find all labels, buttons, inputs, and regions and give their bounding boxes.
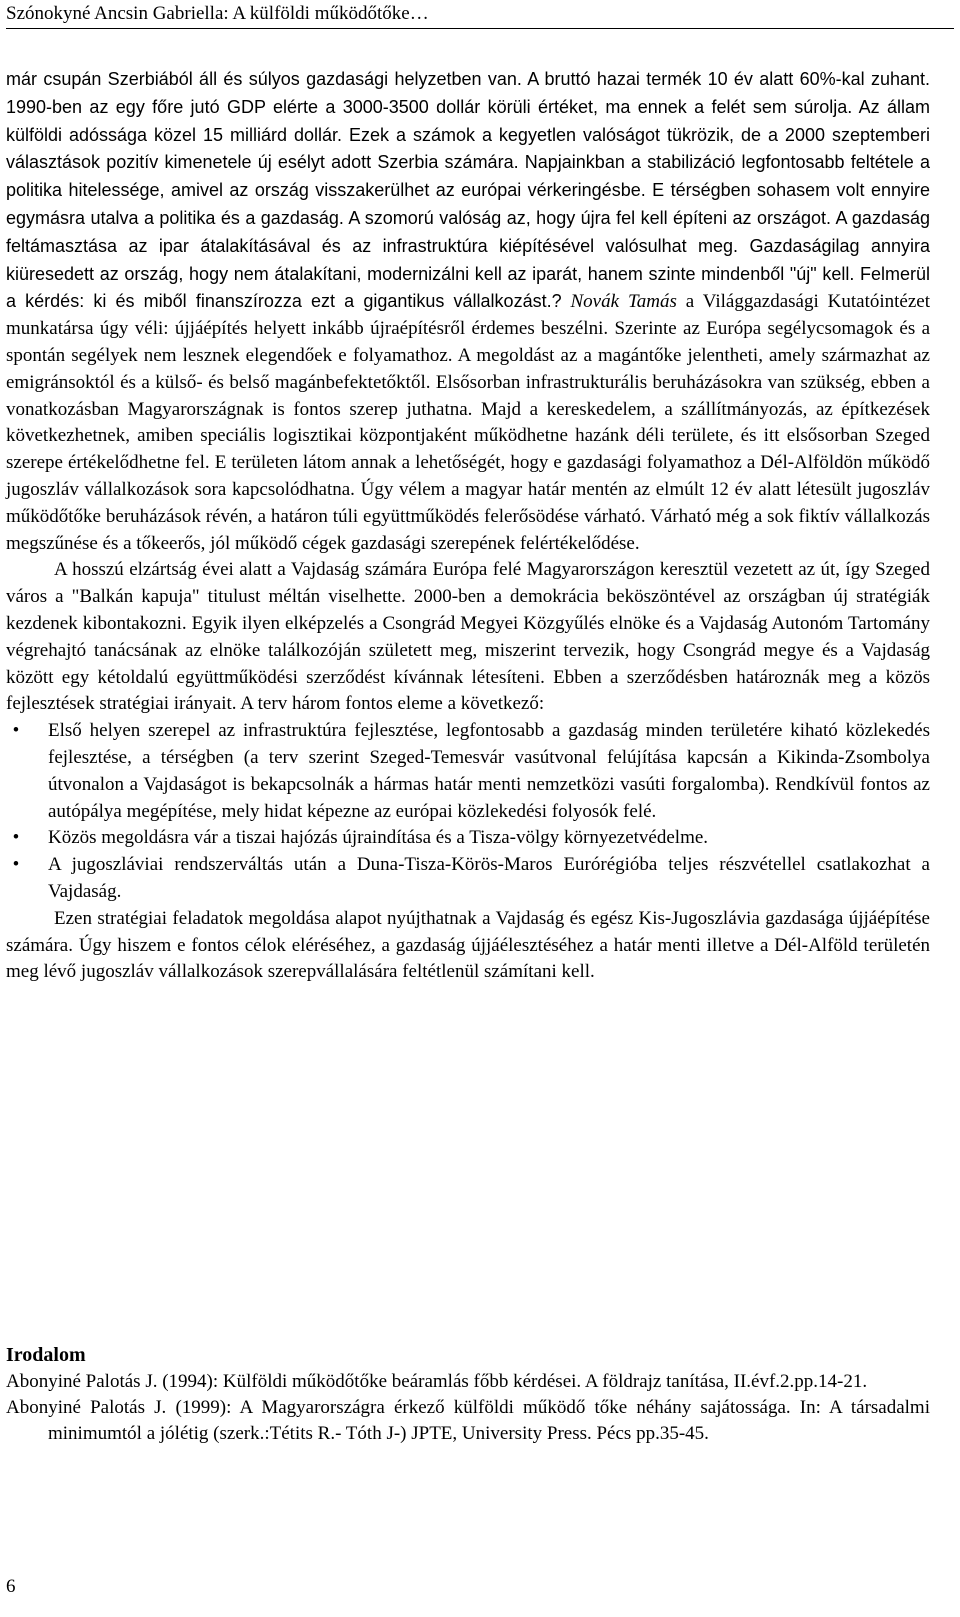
main-text [6,66,930,986]
paragraph-1 [6,66,930,557]
paragraph-1-sans-part: már csupán Szerbiából áll és súlyos gazdasági helyzetben van. A bruttó hazai termék 10 év alatt 60%-kal zuhant. 1990-ben az egy főre jutó GDP elérte a 3000-3500 dollár körüli értéket, ma ennek a felét sem súrolja. Az állam külföldi adóssága közel 15 milliárd dollár. Ezek a számok a kegyetlen valóságot tükrözik, de a 2000 szeptemberi választások pozitív kimenetele új esélyt adott Szerbia számára. Napjainkban a stabilizáció legfontosabb feltétele a politika hitelessége, amivel az ország visszakerülhet az európai vérkeringésbe. E térségben sohasem volt ennyire egymásra utalva a politika és a gazdaság. A szomorú valóság az, hogy újra fel kell építeni az országot. A gazdaság feltámasztása az ipar átalakításával és az infrastruktúra kiépítésével valósulhat meg. Gazdaságilag annyira kiüresedett az ország, hogy nem átalakítani, modernizálni kell az iparát, hanem szinte mindenből "új" kell. Felmerül a kérdés: ki és miből finanszírozza ezt a gigantikus vállalkozást.? [6,69,930,312]
list-item [6,852,930,906]
list-item-text: A jugoszláviai rendszerváltás után a Duna-Tisza-Körös-Maros Eurórégióba teljes részvétellel csatlakozhat a Vajdaság. [48,854,930,902]
bullet-icon: • [12,854,20,876]
running-title: Szónokyné Ancsin Gabriella: A külföldi működőtőke… [6,3,429,24]
reference-item: Abonyiné Palotás J. (1999): A Magyarországra érkező külföldi működő tőke néhány sajátossága. In: A társadalmi minimumtól a jólétig (szerk.:Tétits R.- Tóth J-) JPTE, University Press. Pécs pp.35-45. [6,1397,930,1444]
list-item [6,825,930,852]
paragraph-3: Ezen stratégiai feladatok megoldása alapot nyújthatnak a Vajdaság és egész Kis-Jugoszlávia gazdasága újjáépítése számára. Úgy hiszem e fontos célok eléréséhez, a gazdaság újjáélesztéséhez a határ menti illetve a Dél-Alföld területén meg lévő jugoszláv vállalkozások szerepvállalására feltétlenül számítani kell. [6,907,930,983]
reference-item: Abonyiné Palotás J. (1994): Külföldi működőtőke beáramlás főbb kérdései. A földrajz tanítása, II.évf.2.pp.14-21. [6,1371,868,1392]
bullet-icon: • [12,720,20,742]
bullet-icon: • [12,827,20,849]
paragraph-1-rest: a Világgazdasági Kutatóintézet munkatársa úgy véli: újjáépítés helyett inkább újraépítésről érdemes beszélni. Szerinte az Európa segélycsomagok és a spontán segélyek nem lesznek elegendőek e folyamathoz. A megoldást az a magántőke jelentheti, amely származhat az emigránsoktól és a külső- és belső magánbefektetőktől. Elsősorban infrastrukturális beruházásokra van szükség, ebben a vonatkozásban Magyarországnak is fontos szerep juthatna. Majd a kereskedelem, a szállítmányozás, az építkezések következhetnek, amiben speciális logisztikai központjaként működhetne hazánk déli területe, és itt elsősorban Szeged szerepe értékelődhetne fel. E területen látom annak a lehetőségét, hogy e gazdasági folyamathoz a Dél-Alföldön működő jugoszláv vállalkozások sora kapcsolódhatna. Úgy vélem a magyar határ mentén az elmúlt 12 év alatt létesült jugoszláv működőtőke beruházások révén, a határon túli együttműködés felerősödése várható. Várható még a sok fiktív vállalkozás megszűnése és a tőkeerős, jól működő cégek gazdasági szerepének felértékelődése. [6,291,931,554]
list-item-text: Közös megoldásra vár a tiszai hajózás újraindítása és a Tisza-völgy környezetvédelme. [48,827,709,849]
paragraph-2: A hosszú elzártság évei alatt a Vajdaság számára Európa felé Magyarországon keresztül vezetett az út, így Szeged város a "Balkán kapuja" titulust méltán viselhette. 2000-ben a demokrácia beköszöntével az országban új stratégiák kezdenek kibontakozni. Egyik ilyen elképzelés a Csongrád Megyei Közgyűlés elnöke és a Vajdaság Autonóm Tartomány végrehajtó tanácsának az elnöke találkozóján született meg, miszerint tervezik, hogy Csongrád megye és a Vajdaság között egy kétoldalú együttműködési szerződést kívánnak létesíteni. Ebben a szerződésben határoznák meg a közös fejlesztések stratégiai irányait. A terv három fontos eleme a következő: [6,559,930,715]
running-header [6,2,954,29]
list-item [6,718,930,825]
references-section [6,1341,930,1447]
page-number: 6 [6,1576,16,1597]
author-name: Novák Tamás [570,291,677,313]
bullet-list [6,718,930,906]
list-item-text: Első helyen szerepel az infrastruktúra fejlesztése, legfontosabb a gazdaság minden területére kiható közlekedés fejlesztése, a térségben (a terv szerint Szeged-Temesvár vasútvonal felújítása kapcsán a Kikinda-Zsombolya útvonalon a Vajdaságot is bekapcsolnák a hármas határ menti nemzetközi vasúti forgalomba). Rendkívül fontos az autópálya megépítése, mely hidat képezne az európai közlekedési folyosók felé. [48,720,930,822]
references-heading: Irodalom [6,1344,86,1366]
